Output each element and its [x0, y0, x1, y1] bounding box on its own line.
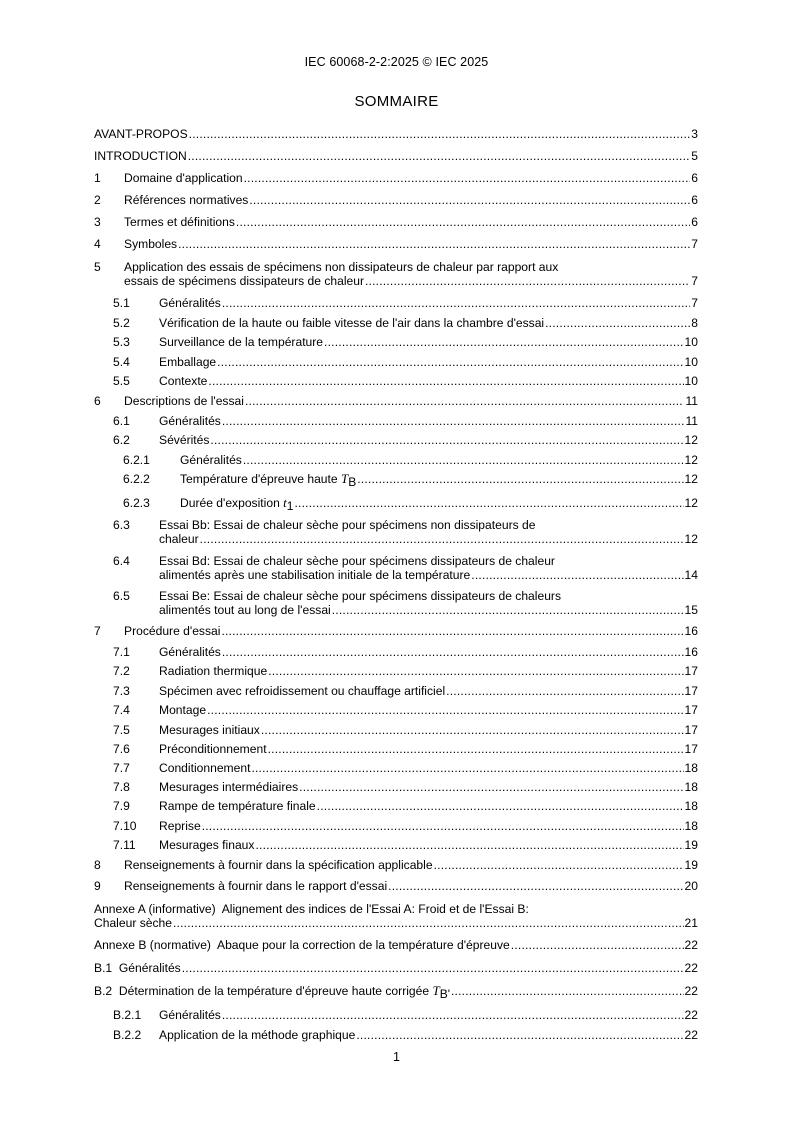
toc-entry-title: Sévérités: [159, 433, 210, 447]
toc-entry-title: [180, 495, 294, 513]
toc-page-number: 22: [684, 938, 698, 952]
toc-entry-number: 6.2.3: [123, 496, 150, 510]
toc-page-number: 22: [684, 984, 698, 998]
toc-page-number: 19: [684, 838, 698, 852]
toc-entry-title: Préconditionnement: [159, 742, 267, 756]
toc-entry-title: Annexe B (normative) Abaque pour la correction de la température d'épreuve: [94, 938, 510, 952]
dot-leader: [255, 838, 683, 852]
toc-page-number: 12: [684, 532, 698, 546]
dot-leader: [207, 703, 683, 717]
toc-page-number: 16: [684, 645, 698, 659]
dot-leader: [208, 374, 683, 388]
toc-page-number: 18: [684, 780, 698, 794]
toc-entry-b-2[interactable]: [94, 983, 698, 1001]
toc-entry-title: Domaine d'application: [124, 171, 243, 185]
toc-page-number: 21: [684, 916, 698, 930]
page-title: SOMMAIRE: [354, 93, 439, 110]
dot-leader: [222, 296, 690, 310]
toc-page-number: 17: [684, 742, 698, 756]
toc-entry-number: 7.4: [113, 703, 130, 717]
dot-leader: [222, 1008, 684, 1022]
dot-leader: [268, 742, 684, 756]
toc-entry-number: 5.5: [113, 374, 130, 388]
toc-entry-title: Conditionnement: [159, 761, 251, 775]
toc-entry-title: [180, 471, 357, 489]
toc-entry-1[interactable]: [94, 171, 698, 185]
dot-leader: [222, 414, 685, 428]
dot-leader: [332, 603, 684, 617]
symbol-variable: T: [432, 983, 440, 998]
toc-entry-7-8[interactable]: [94, 780, 698, 794]
toc-entry-5-1[interactable]: [94, 296, 698, 310]
dot-leader: [268, 664, 683, 678]
toc-entry-8[interactable]: [94, 858, 698, 872]
toc-entry-number: 9: [94, 879, 101, 893]
toc-entry-number: 5: [94, 260, 101, 274]
toc-entry-title: Procédure d'essai: [124, 624, 221, 638]
symbol-subscript: 1: [286, 499, 294, 513]
dot-leader: [545, 316, 690, 330]
toc-entry-2[interactable]: [94, 193, 698, 207]
dot-leader: [357, 472, 683, 486]
toc-page-number: 18: [684, 819, 698, 833]
dot-leader: [471, 568, 683, 582]
toc-entry-title: Généralités: [159, 645, 221, 659]
toc-entry-5-4[interactable]: [94, 355, 698, 369]
toc-entry-6-5[interactable]: [94, 589, 698, 617]
toc-page-number: 10: [684, 355, 698, 369]
dot-leader: [244, 171, 691, 185]
dot-leader: [182, 961, 684, 975]
toc-entry-number: 6.5: [113, 589, 130, 603]
toc-entry-title: Essai Bb: Essai de chaleur sèche pour spécimens non dissipateurs de: [159, 518, 536, 532]
toc-entry-number: 7.6: [113, 742, 130, 756]
toc-page-number: 16: [684, 624, 698, 638]
toc-entry-number: 6.3: [113, 518, 130, 532]
toc-entry-7-3[interactable]: [94, 684, 698, 698]
symbol-subscript: B: [348, 475, 357, 489]
toc-entry-b-2-1[interactable]: [94, 1008, 698, 1022]
toc-page-number: 17: [684, 664, 698, 678]
toc-page-number: 11: [685, 414, 698, 428]
toc-entry-title: B.1 Généralités: [94, 961, 181, 975]
toc-entry-title-continued: alimentés tout au long de l'essai: [159, 603, 331, 617]
toc-entry-number: 5.4: [113, 355, 130, 369]
toc-entry-6-2-3[interactable]: [94, 495, 698, 513]
page-header: IEC 60068-2-2:2025 © IEC 2025: [304, 55, 489, 69]
toc-entry-title-text: Température d'épreuve haute: [180, 472, 338, 486]
toc-entry-title: Généralités: [159, 296, 221, 310]
toc-page-number: 10: [684, 374, 698, 388]
toc-entry-7-2[interactable]: [94, 664, 698, 678]
toc-page-number: 18: [684, 761, 698, 775]
toc-entry-7-5[interactable]: [94, 723, 698, 737]
toc-entry-number: 6.4: [113, 554, 130, 568]
toc-entry-title: Renseignements à fournir dans la spécification applicable: [124, 858, 433, 872]
toc-entry-annexe-a[interactable]: [94, 902, 698, 930]
dot-leader: [249, 193, 690, 207]
toc-entry-title-continued: Chaleur sèche: [94, 916, 172, 930]
toc-page-number: 12: [684, 453, 698, 467]
dot-leader: [178, 237, 690, 251]
toc-entry-title: Symboles: [124, 237, 178, 251]
dot-leader: [251, 761, 683, 775]
toc-entry-title-continued: alimentés après une stabilisation initiale de la température: [159, 568, 471, 582]
toc-page-number: 22: [684, 1008, 698, 1022]
toc-entry-title: Rampe de température finale: [159, 799, 316, 813]
dot-leader: [236, 215, 690, 229]
toc-entry-6-3[interactable]: [94, 518, 698, 546]
dot-leader: [317, 799, 684, 813]
toc-page-number: 6: [691, 215, 698, 229]
toc-entry-title: Annexe A (informative) Alignement des indices de l'Essai A: Froid et de l'Essai B:: [94, 902, 529, 916]
toc-entry-7-1[interactable]: [94, 645, 698, 659]
dot-leader: [189, 127, 691, 141]
toc-entry-number: 6.1: [113, 414, 130, 428]
dot-leader: [200, 532, 684, 546]
toc-entry-title-continued: essais de spécimens dissipateurs de chaleur: [124, 274, 364, 288]
toc-entry-5-3[interactable]: [94, 335, 698, 349]
toc-entry-5-5[interactable]: [94, 374, 698, 388]
dot-leader: [294, 496, 683, 510]
toc-entry-title: Mesurages initiaux: [159, 723, 260, 737]
toc-entry-6-2-2[interactable]: [94, 471, 698, 489]
toc-entry-title: Mesurages finaux: [159, 838, 255, 852]
dot-leader: [261, 723, 684, 737]
toc-entry-number: 3: [94, 215, 101, 229]
toc-entry-title: Généralités: [159, 414, 221, 428]
toc-entry-b-1[interactable]: [94, 961, 698, 975]
toc-entry-5-2[interactable]: [94, 316, 698, 330]
toc-entry-9[interactable]: [94, 879, 698, 893]
toc-entry-title: Essai Be: Essai de chaleur sèche pour spécimens dissipateurs de chaleurs: [159, 589, 561, 603]
toc-page-number: 10: [684, 335, 698, 349]
toc-page-number: 12: [684, 433, 698, 447]
toc-entry-number: 5.1: [113, 296, 130, 310]
toc-entry-avant-propos[interactable]: [94, 127, 698, 141]
toc-page-number: 22: [684, 961, 698, 975]
toc-entry-title: INTRODUCTION: [94, 149, 187, 163]
toc-page-number: 19: [684, 858, 698, 872]
toc-entry-title: Montage: [159, 703, 207, 717]
toc-entry-title: Généralités: [180, 453, 242, 467]
toc-entry-title: Mesurages intermédiaires: [159, 780, 299, 794]
dot-leader: [388, 879, 683, 893]
toc-entry-number: 7.9: [113, 799, 130, 813]
toc-page-number: 7: [691, 296, 698, 310]
toc-entry-number: 7.7: [113, 761, 130, 775]
toc-page-number: 7: [691, 237, 698, 251]
toc-entry-number: 6.2.1: [123, 453, 150, 467]
dot-leader: [222, 645, 684, 659]
toc-entry-title: Vérification de la haute ou faible vitesse de l'air dans la chambre d'essai: [159, 316, 545, 330]
toc-page-number: 15: [684, 603, 698, 617]
symbol-variable: T: [341, 471, 349, 486]
dot-leader: [217, 355, 683, 369]
dot-leader: [202, 819, 684, 833]
dot-leader: [511, 938, 684, 952]
toc-entry-title: Surveillance de la température: [159, 335, 324, 349]
toc-entry-title: Références normatives: [124, 193, 249, 207]
toc-entry-annexe-b[interactable]: [94, 938, 698, 952]
dot-leader: [210, 433, 683, 447]
toc-page-number: 18: [684, 799, 698, 813]
toc-entry-4[interactable]: [94, 237, 698, 251]
toc-page-number: 8: [691, 316, 698, 330]
toc-entry-5[interactable]: [94, 260, 698, 288]
toc-entry-title: Termes et définitions: [124, 215, 235, 229]
toc-entry-title: Radiation thermique: [159, 664, 268, 678]
toc-entry-title: Essai Bd: Essai de chaleur sèche pour spécimens dissipateurs de chaleur: [159, 554, 555, 568]
toc-entry-6[interactable]: [94, 394, 698, 408]
toc-page-number: 6: [691, 193, 698, 207]
symbol-subscript: B': [439, 987, 450, 1001]
toc-entry-title: AVANT-PROPOS: [94, 127, 188, 141]
toc-page-number: 6: [691, 171, 698, 185]
toc-entry-number: 6.2.2: [123, 472, 150, 486]
toc-page-number: 20: [684, 879, 698, 893]
toc-page-number: 3: [691, 127, 698, 141]
toc-entry-number: 6.2: [113, 433, 130, 447]
dot-leader: [365, 274, 690, 288]
page-number: 1: [393, 1050, 400, 1064]
toc-entry-number: 5.3: [113, 335, 130, 349]
toc-entry-7-6[interactable]: [94, 742, 698, 756]
toc-page-number: 17: [684, 723, 698, 737]
toc-entry-number: B.2.1: [113, 1008, 142, 1022]
toc-page-number: 7: [691, 274, 698, 288]
toc-entry-number: 7.3: [113, 684, 130, 698]
toc-entry-number: 2: [94, 193, 101, 207]
toc-entry-number: 1: [94, 171, 101, 185]
dot-leader: [173, 916, 684, 930]
toc-entry-6-2-1[interactable]: [94, 453, 698, 467]
toc-entry-title: Contexte: [159, 374, 208, 388]
toc-entry-number: 4: [94, 237, 101, 251]
dot-leader: [221, 624, 683, 638]
toc-page-number: 22: [684, 1028, 698, 1042]
toc-entry-number: 7.11: [113, 838, 136, 852]
toc-entry-introduction[interactable]: [94, 149, 698, 163]
toc-entry-number: 7.5: [113, 723, 130, 737]
toc-entry-title: Emballage: [159, 355, 217, 369]
toc-entry-number: 7: [94, 624, 101, 638]
toc-entry-title: Descriptions de l'essai: [124, 394, 244, 408]
toc-entry-number: 7.10: [113, 819, 137, 833]
toc-page-number: 14: [684, 568, 698, 582]
dot-leader: [299, 780, 683, 794]
toc-entry-number: 6: [94, 394, 101, 408]
dot-leader: [188, 149, 691, 163]
toc-entry-7-9[interactable]: [94, 799, 698, 813]
toc-entry-title-text: Durée d'exposition: [180, 496, 280, 510]
toc-entry-number: 7.8: [113, 780, 130, 794]
toc-page-number: 12: [684, 496, 698, 510]
dot-leader: [324, 335, 684, 349]
toc-entry-title: Application de la méthode graphique: [159, 1028, 356, 1042]
dot-leader: [434, 858, 684, 872]
toc-entry-7-4[interactable]: [94, 703, 698, 717]
toc-page-number: 11: [685, 394, 698, 408]
toc-entry-7[interactable]: [94, 624, 698, 638]
toc-entry-number: B.2.2: [113, 1028, 142, 1042]
dot-leader: [243, 453, 684, 467]
toc-entry-3[interactable]: [94, 215, 698, 229]
toc-entry-title: Application des essais de spécimens non dissipateurs de chaleur par rapport aux: [124, 260, 559, 274]
toc-entry-6-1[interactable]: [94, 414, 698, 428]
toc-entry-b-2-2[interactable]: [94, 1028, 698, 1042]
dot-leader: [356, 1028, 683, 1042]
toc-page-number: 17: [684, 703, 698, 717]
toc-entry-title: Spécimen avec refroidissement ou chauffage artificiel: [159, 684, 446, 698]
toc-entry-7-7[interactable]: [94, 761, 698, 775]
toc-entry-title-continued: chaleur: [159, 532, 199, 546]
toc-page-number: 5: [691, 149, 698, 163]
toc-entry-7-11[interactable]: [94, 838, 698, 852]
toc-entry-title: [94, 983, 450, 1001]
toc-entry-6-4[interactable]: [94, 554, 698, 582]
toc-page-number: 17: [684, 684, 698, 698]
toc-entry-7-10[interactable]: [94, 819, 698, 833]
dot-leader: [446, 684, 683, 698]
dot-leader: [245, 394, 684, 408]
toc-entry-title: Généralités: [159, 1008, 221, 1022]
toc-entry-number: 5.2: [113, 316, 130, 330]
toc-page-number: 12: [684, 472, 698, 486]
toc-entry-number: 8: [94, 858, 101, 872]
toc-entry-title: Reprise: [159, 819, 201, 833]
toc-entry-title: Renseignements à fournir dans le rapport d'essai: [124, 879, 388, 893]
toc-entry-number: 7.1: [113, 645, 130, 659]
toc-entry-title-text: B.2 Détermination de la température d'épreuve haute corrigée: [94, 984, 430, 998]
symbol-variable: t: [283, 495, 287, 510]
toc-entry-6-2[interactable]: [94, 433, 698, 447]
toc-entry-number: 7.2: [113, 664, 130, 678]
dot-leader: [451, 984, 684, 998]
